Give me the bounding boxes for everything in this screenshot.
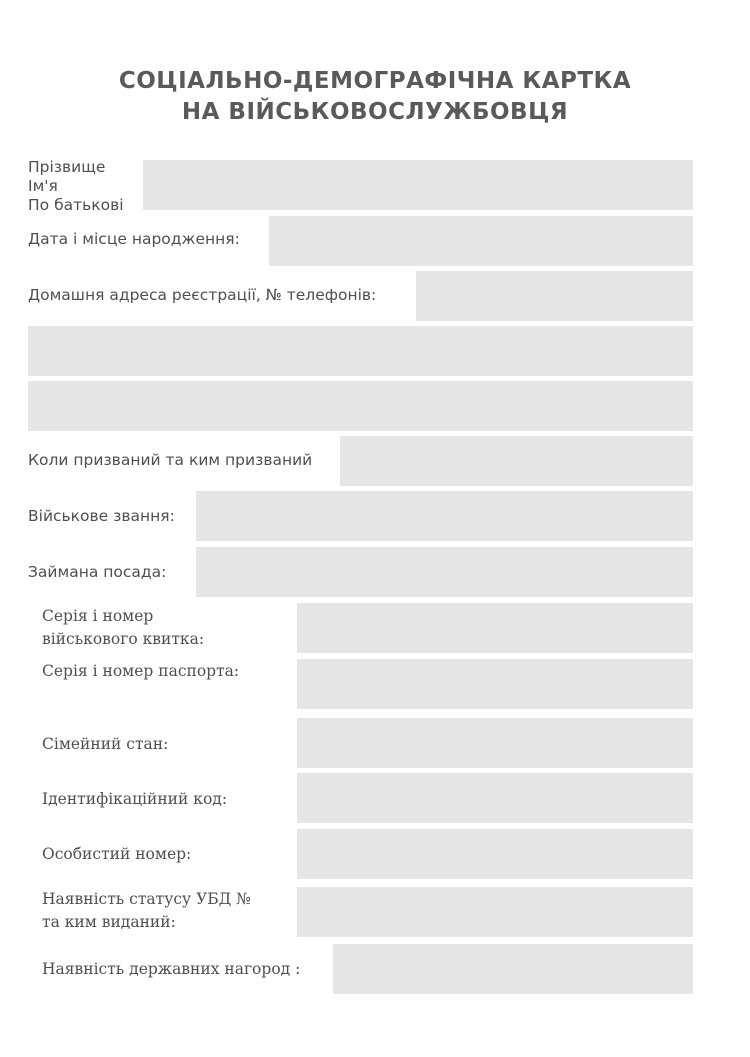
full-name-label	[28, 158, 124, 215]
birth-label: Дата і місце народження:	[28, 230, 240, 248]
tax-code-label: Ідентифікаційний код:	[42, 790, 228, 808]
form-title	[0, 66, 750, 128]
name-label: Ім'я	[28, 177, 58, 195]
address-field-line3[interactable]	[28, 381, 693, 431]
address-field[interactable]	[416, 271, 693, 321]
passport-field[interactable]	[297, 659, 693, 709]
military-id-label-line2: військового квитка:	[42, 630, 205, 648]
conscription-label: Коли призваний та ким призваний	[28, 451, 313, 469]
address-label: Домашня адреса реєстрації, № телефонів:	[28, 286, 377, 304]
awards-label: Наявність державних нагород :	[42, 960, 301, 978]
awards-field[interactable]	[333, 944, 693, 994]
ubd-label-line2: та ким виданий:	[42, 913, 176, 931]
ubd-field[interactable]	[297, 887, 693, 937]
tax-code-field[interactable]	[297, 773, 693, 823]
personal-number-label: Особистий номер:	[42, 845, 192, 863]
form-title-line2: НА ВІЙСЬКОВОСЛУЖБОВЦЯ	[181, 99, 569, 125]
position-label: Займана посада:	[28, 563, 167, 581]
patronymic-label: По батькові	[28, 196, 124, 214]
marital-field[interactable]	[297, 718, 693, 768]
ubd-label	[42, 888, 251, 934]
surname-label: Прізвище	[28, 158, 106, 176]
rank-label: Військове звання:	[28, 507, 175, 525]
personal-number-field[interactable]	[297, 829, 693, 879]
rank-field[interactable]	[196, 491, 693, 541]
full-name-field[interactable]	[143, 160, 693, 210]
marital-label: Сімейний стан:	[42, 735, 169, 753]
form-title-line1: СОЦІАЛЬНО-ДЕМОГРАФІЧНА КАРТКА	[118, 68, 632, 94]
birth-field[interactable]	[269, 216, 693, 266]
passport-label: Серія і номер паспорта:	[42, 662, 240, 680]
ubd-label-line1: Наявність статусу УБД №	[42, 890, 251, 908]
military-id-label	[42, 605, 204, 651]
military-id-label-line1: Серія і номер	[42, 607, 154, 625]
military-id-field[interactable]	[297, 603, 693, 653]
conscription-field[interactable]	[340, 436, 693, 486]
position-field[interactable]	[196, 547, 693, 597]
address-field-line2[interactable]	[28, 326, 693, 376]
